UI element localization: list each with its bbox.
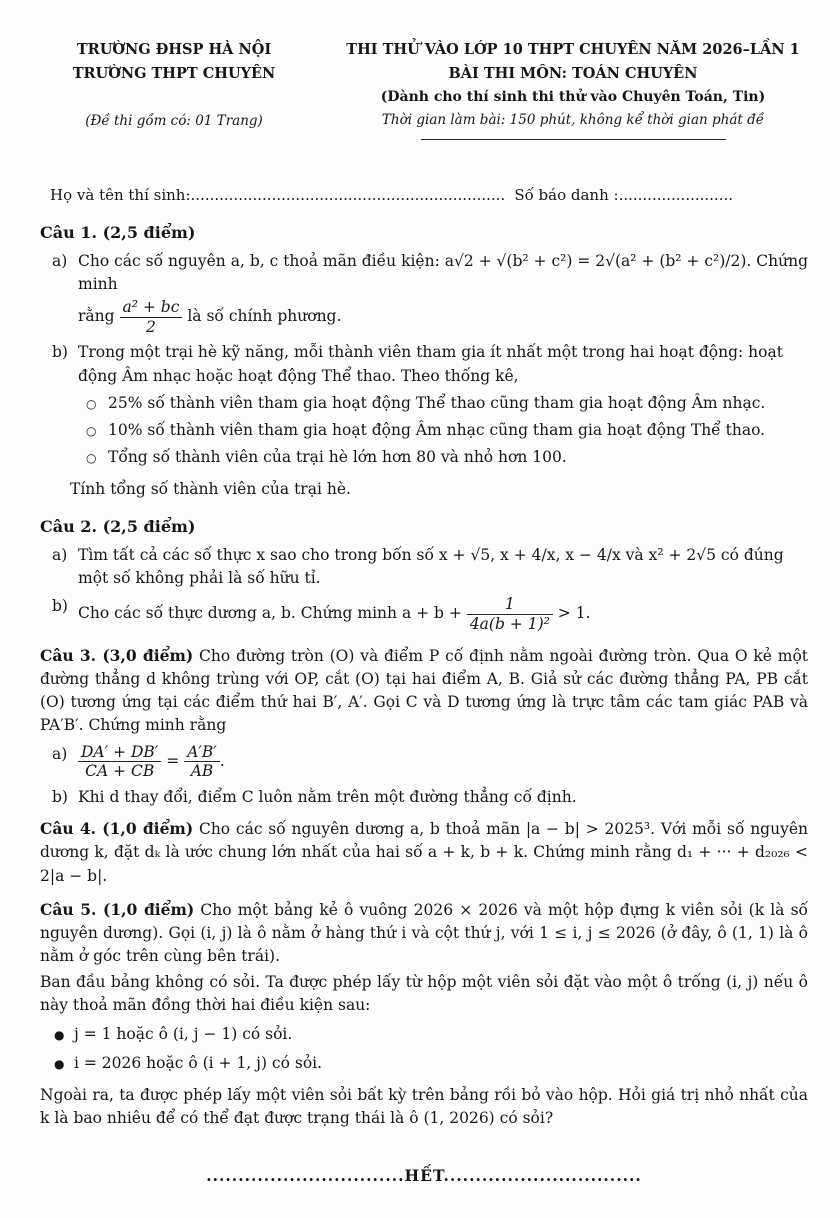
exam-subject: BÀI THI MÔN: TOÁN CHUYÊN: [448, 64, 698, 82]
fraction: $\frac{DA' + DB'}{CA + CB}$: [78, 743, 161, 781]
question-2b: b) Cho các số thực dương a, b. Chứng minh a + b + $\frac{1}{\text{4a(b + 1)²}}$ > 1.: [40, 595, 808, 633]
question-4: [40, 817, 808, 888]
exam-time: Thời gian làm bài: 150 phút, không kể thời gian phát đề: [381, 111, 765, 128]
question-1b-text: Trong một trại hè kỹ năng, mỗi thành viên tham gia ít nhất một trong hai hoạt động: hoạt động Âm nhạc hoặc hoạt động Thể thao. Theo thống kê,: [78, 343, 783, 385]
fraction: $\frac{1}{\text{4a(b + 1)²}}$: [467, 595, 553, 633]
question-2a: a) Tìm tất cả các số thực x sao cho trong bốn số x + √5, x + 4/x, x − 4/x và x² + 2√5 có đúng một số không phải là số hữu tỉ.: [40, 544, 808, 591]
fraction: $\frac{A'B'}{AB}$: [184, 743, 220, 781]
question-5-conditions: [40, 1023, 808, 1076]
question-4-title: Câu 4. (1,0 điểm): [40, 819, 194, 839]
question-1a: [40, 250, 808, 297]
list-item: ● j = 1 hoặc ô (i, j − 1) có sỏi.: [54, 1023, 808, 1046]
question-1-title: Câu 1. (2,5 điểm): [40, 222, 196, 242]
question-1a-line2: rằng $\frac{\text{a² + bc}}{2}$ là số chính phương.: [78, 298, 342, 336]
school-block: [44, 38, 304, 140]
exam-header: [40, 38, 808, 140]
question-1b-conclusion: Tính tổng số thành viên của trại hè.: [70, 479, 351, 498]
list-item: ● i = 2026 hoặc ô (i + 1, j) có sỏi.: [54, 1052, 808, 1075]
question-3: [40, 644, 808, 809]
question-5-text3: Ngoài ra, ta được phép lấy một viên sỏi bất kỳ trên bảng rồi bỏ vào hộp. Hỏi giá trị nhỏ nhất của k là bao nhiêu để có thể đạt được trạng thái là ô (1, 2026) có sỏi?: [40, 1085, 808, 1127]
exam-audience: (Dành cho thí sinh thi thử vào Chuyên Toán, Tin): [380, 88, 766, 105]
question-1a-text: Cho các số nguyên a, b, c thoả mãn điều kiện: a√2 + √(b² + c²) = 2√(a² + (b² + c²)/2). Chứng minh: [78, 251, 809, 293]
school-name-2: TRƯỜNG THPT CHUYÊN: [72, 64, 276, 82]
question-2: [40, 515, 808, 634]
question-3b: b) Khi d thay đổi, điểm C luôn nằm trên một đường thẳng cố định.: [40, 786, 808, 809]
exam-info-block: [338, 38, 808, 140]
candidate-id-field: Số báo danh :........................: [514, 186, 733, 205]
list-item: ○ 25% số thành viên tham gia hoạt động Thể thao cũng tham gia hoạt động Âm nhạc.: [86, 392, 808, 415]
part-label: b): [52, 787, 68, 806]
part-label: b): [52, 597, 68, 616]
question-5-text: Cho một bảng kẻ ô vuông 2026 × 2026 và một hộp đựng k viên sỏi (k là số nguyên dương). Gọi (i, j) là ô nằm ở hàng thứ i và cột thứ j, với 1 ≤ i, j ≤ 2026 (ở đây, ô (1, 1) là ô nằm ở góc trên cùng bên trái).: [40, 900, 809, 966]
end-mark: ...............................HẾT...............................: [206, 1166, 642, 1186]
school-name-1: TRƯỜNG ĐHSP HÀ NỘI: [76, 41, 272, 58]
part-label: b): [52, 343, 68, 362]
question-3-title: Câu 3. (3,0 điểm): [40, 645, 194, 665]
pages-note: (Đề thi gồm có: 01 Trang): [85, 112, 263, 129]
list-item: ○ 10% số thành viên tham gia hoạt động Âm nhạc cũng tham gia hoạt động Thể thao.: [86, 419, 808, 442]
question-3-text: Cho đường tròn (O) và điểm P cố định nằm ngoài đường tròn. Qua O kẻ một đường thẳng d không trùng với OP, cắt (O) tại hai điểm A, B. Giả sử các đường thẳng PA, PB cắt (O) tương ứng tại các điểm thứ hai B′, A′. Gọi C và D tương ứng là trực tâm các tam giác PAB và PA′B′. Chứng minh rằng: [40, 646, 809, 735]
question-5: [40, 898, 808, 1130]
fraction: $\frac{\text{a² + bc}}{2}$: [120, 298, 183, 336]
exam-title: THI THỬ VÀO LỚP 10 THPT CHUYÊN NĂM 2026–LẦN 1: [346, 41, 800, 58]
question-4-text: Cho các số nguyên dương a, b thoả mãn |a − b| > 2025³. Với mỗi số nguyên dương k, đặt dₖ là ước chung lớn nhất của hai số a + k, b + k. Chứng minh rằng d₁ + ··· + d₂₀₂₆ < 2|a − b|.: [40, 820, 808, 885]
question-2-title: Câu 2. (2,5 điểm): [40, 516, 196, 536]
question-5-title: Câu 5. (1,0 điểm): [40, 899, 195, 919]
question-1: [40, 221, 808, 501]
question-1b-list: [40, 392, 808, 470]
question-5-text2: Ban đầu bảng không có sỏi. Ta được phép lấy từ hộp một viên sỏi đặt vào một ô trống (i, j) nếu ô này thoả mãn đồng thời hai điều kiện sau:: [40, 972, 808, 1014]
header-divider: [421, 139, 726, 140]
candidate-line: [50, 184, 733, 207]
part-label: a): [52, 545, 68, 564]
candidate-name-field: Họ và tên thí sinh:..................................................................: [50, 186, 506, 205]
question-3a: a) $\frac{DA' + DB'}{CA + CB}$ = $\frac{A'B'}{AB}$ .: [40, 743, 808, 781]
part-label: a): [52, 251, 68, 270]
part-label: a): [52, 744, 68, 763]
list-item: ○ Tổng số thành viên của trại hè lớn hơn 80 và nhỏ hơn 100.: [86, 446, 808, 469]
question-1b: [40, 341, 808, 388]
